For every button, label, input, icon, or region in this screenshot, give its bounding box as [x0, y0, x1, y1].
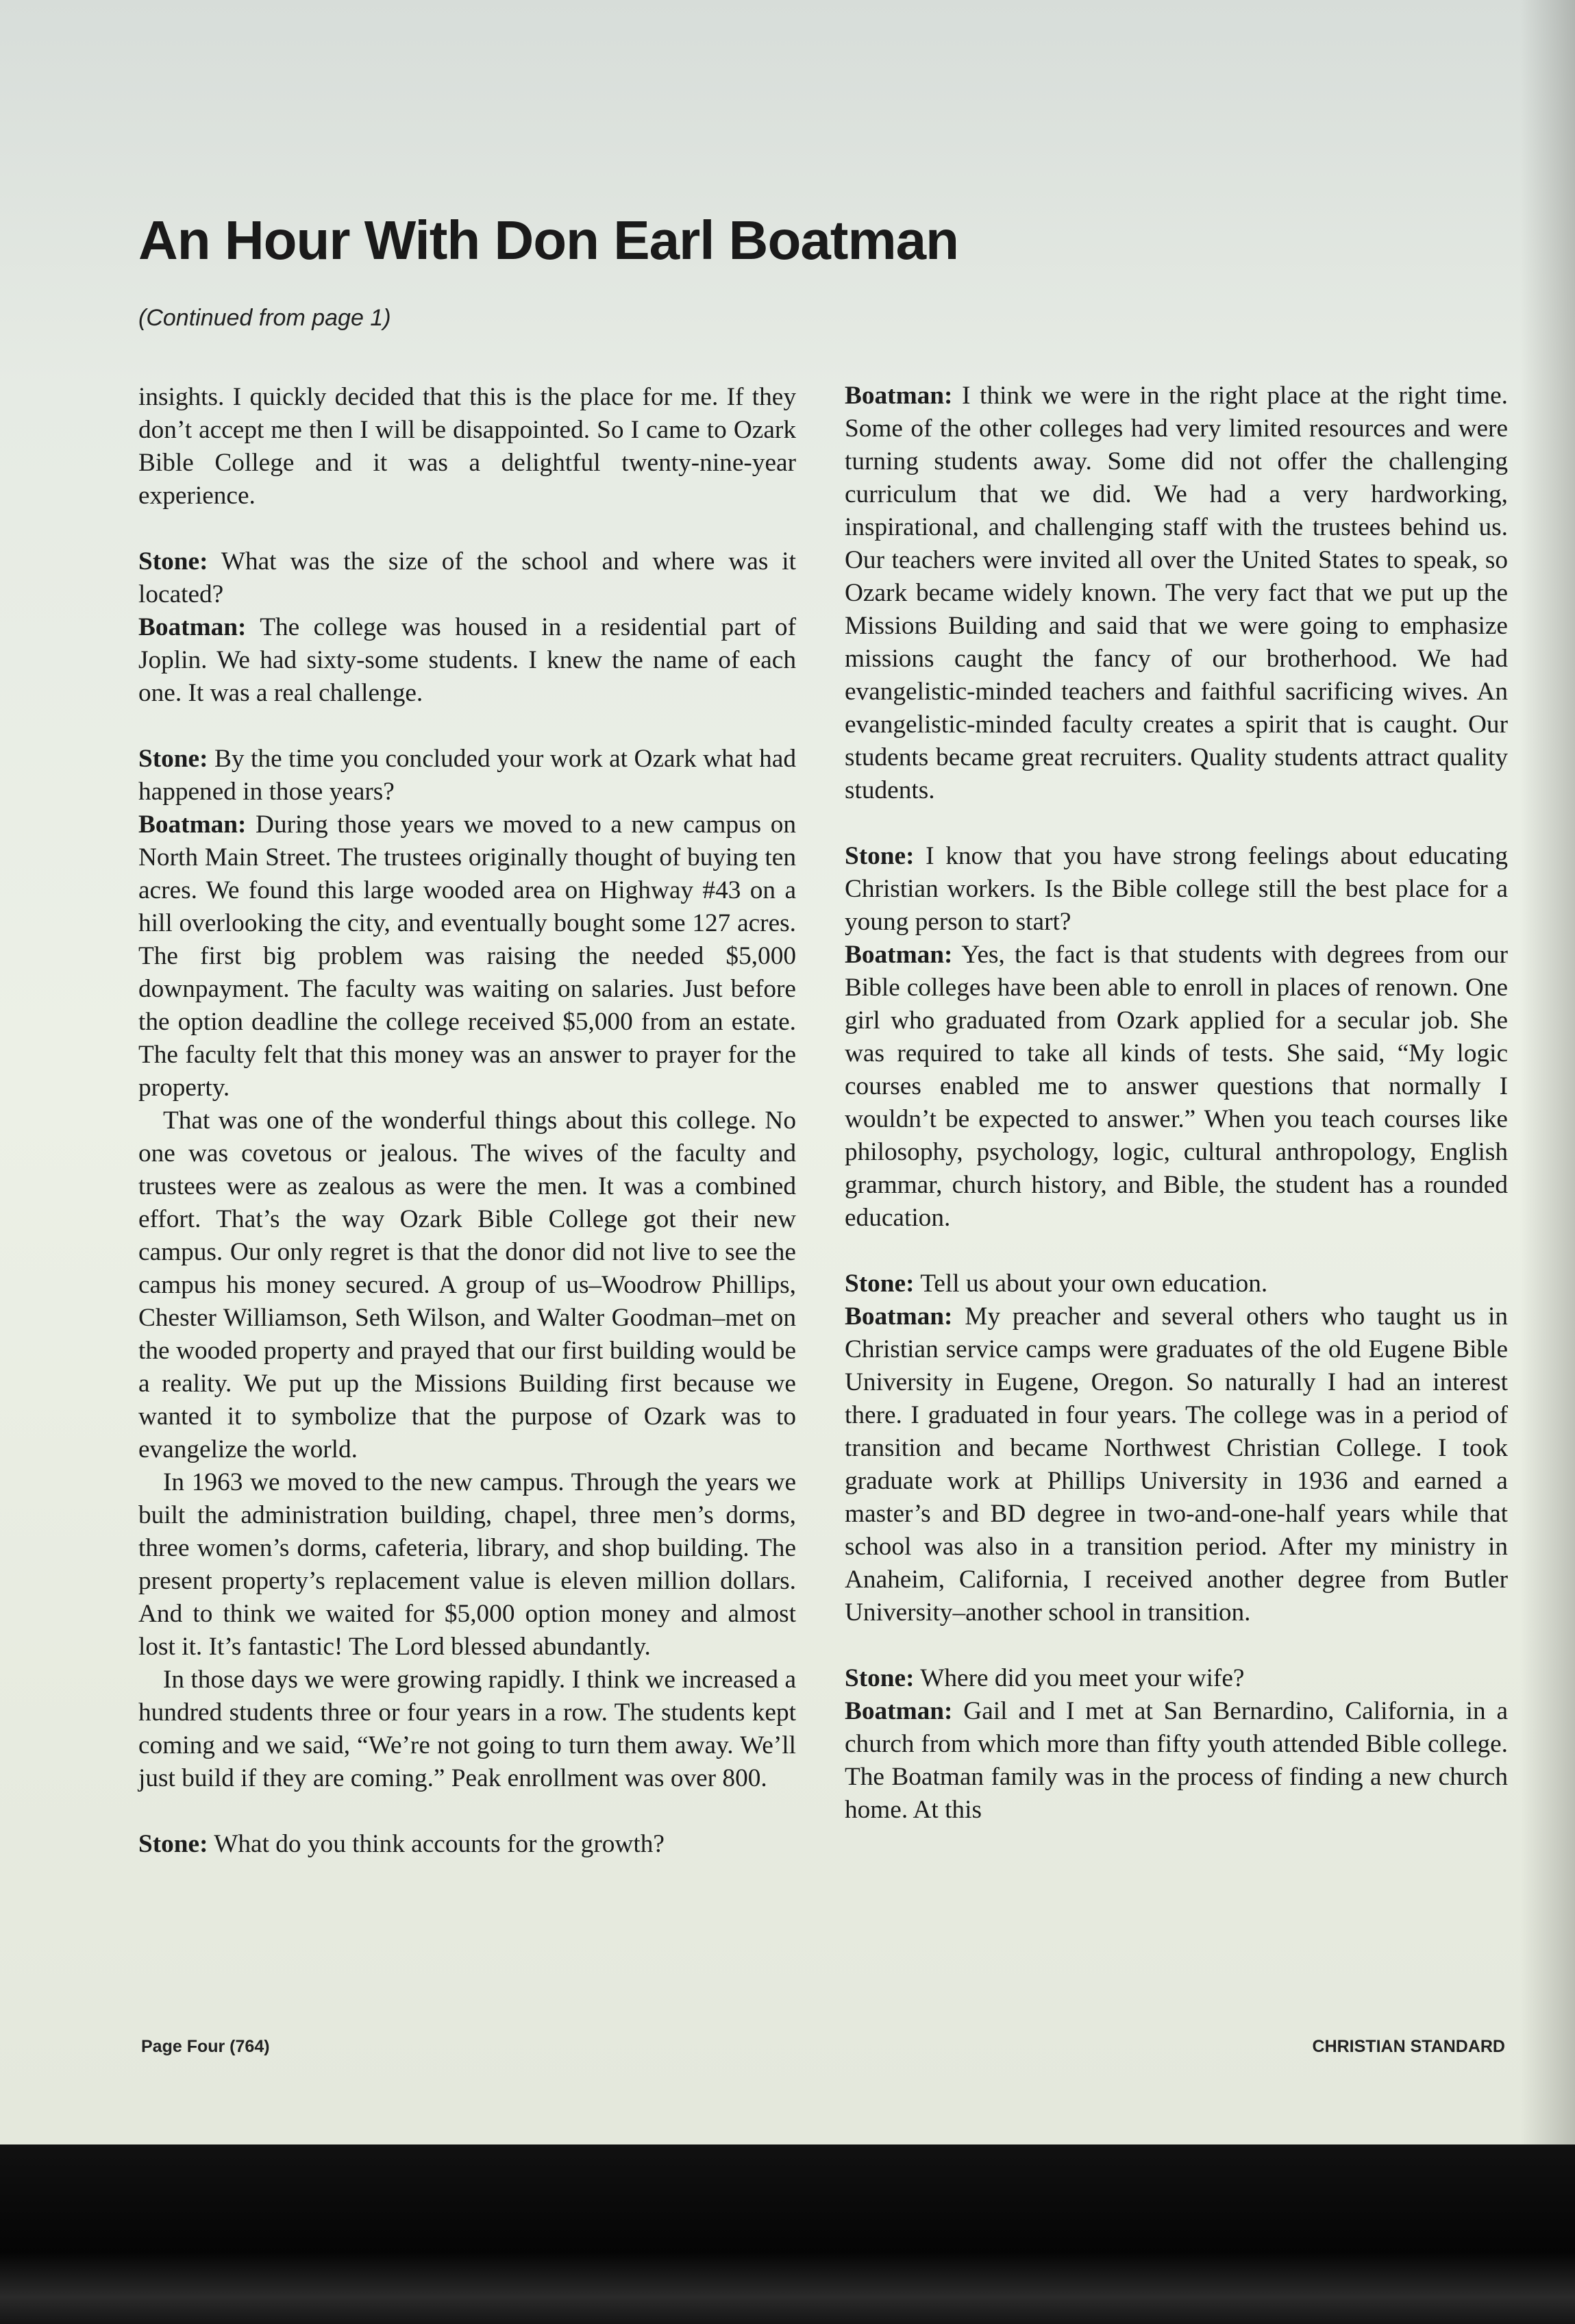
paragraph-text: That was one of the wonderful things about this college. No one was covetous or jealous. The wives of the faculty and trustees were as zealous as were the men. It was a combined effort. That’s the way Ozark Bible College got their new campus. Our only regret is that the donor did not live to see the campus his money secured. A group of us–Woodrow Phillips, Chester Williamson, Seth Wilson, and Walter Goodman–met on the wooded property and prayed that our first building would be a reality. We put up the Missions Building first because we wanted it to symbolize that the purpose of Ozark was to evangelize the world.: [138, 1107, 796, 1463]
paragraph-text: insights. I quickly decided that this is the place for me. If they don’t accept me then I will be disappointed. So I came to Ozark Bible College and it was a delightful twenty-nine-year experience.: [138, 383, 796, 510]
paragraph: [138, 1104, 796, 1466]
speaker-label: Boatman:: [845, 1697, 953, 1725]
publication-name: CHRISTIAN STANDARD: [1312, 2037, 1505, 2056]
paragraph-text: Tell us about your own education.: [920, 1270, 1268, 1298]
paragraph: [845, 840, 1508, 939]
paragraph: [845, 1300, 1508, 1629]
speaker-label: Stone:: [845, 1270, 915, 1298]
paragraph: [138, 381, 796, 512]
speaker-label: Boatman:: [845, 1302, 953, 1331]
speaker-label: Stone:: [138, 745, 208, 773]
paragraph-text: The college was housed in a residential part of Joplin. We had sixty-some students. I knew the name of each one. It was a real challenge.: [138, 613, 797, 707]
paragraph-text: In those days we were growing rapidly. I think we increased a hundred students three or four years in a row. The students kept coming and we said, “We’re not going to turn them away. We’ll just build if they are coming.” Peak enrollment was over 800.: [138, 1666, 796, 1792]
speaker-label: Stone:: [138, 547, 208, 576]
paragraph: [845, 1268, 1508, 1300]
speaker-label: Stone:: [845, 1664, 915, 1692]
paragraph: [845, 380, 1508, 807]
paragraph-text: Gail and I met at San Bernardino, California, in a church from which more than fifty youth attended Bible college. The Boatman family was in the process of finding a new church home. At this: [845, 1697, 1508, 1824]
paragraph: [845, 939, 1508, 1235]
paragraph-text: I think we were in the right place at the right time. Some of the other colleges had very limited resources and were turning students away. Some did not offer the challenging curriculum that we did. We had a very hardworking, inspirational, and challenging staff with the trustees behind us. Our teachers were invited all over the United States to speak, so Ozark became widely known. The very fact that we put up the Missions Building and said that we were going to emphasize missions caught the fancy of our brotherhood. We had evangelistic-minded teachers and faithful sacrificing wives. An evangelistic-minded faculty creates a spirit that is caught. Our students became great recruiters. Quality students attract quality students.: [845, 382, 1508, 804]
paragraph-text: My preacher and several others who taught us in Christian service camps were graduates of the old Eugene Bible University in Eugene, Oregon. So naturally I had an interest there. I graduated in four years. The college was in a period of transition and became Northwest Christian College. I took graduate work at Phillips University in 1936 and earned a master’s and BD degree in two-and-one-half years while that school was also in a transition period. After my ministry in Anaheim, California, I received another degree from Butler University–another school in transition.: [845, 1302, 1508, 1627]
right-column: [845, 380, 1508, 1827]
paragraph-text: What was the size of the school and where was it located?: [138, 547, 796, 608]
article-title: An Hour With Don Earl Boatman: [138, 210, 958, 271]
paragraph: [138, 743, 796, 808]
paragraph-text: What do you think accounts for the growth?: [214, 1830, 665, 1858]
paragraph: [138, 1664, 796, 1795]
speaker-label: Boatman:: [845, 941, 953, 969]
page-number: Page Four (764): [141, 2037, 270, 2056]
paragraph-text: Where did you meet your wife?: [920, 1664, 1245, 1692]
speaker-label: Boatman:: [845, 382, 953, 410]
paragraph: [138, 611, 796, 710]
paragraph: [845, 1662, 1508, 1695]
speaker-label: Stone:: [845, 842, 915, 870]
speaker-label: Stone:: [138, 1830, 208, 1858]
speaker-label: Boatman:: [138, 613, 247, 641]
paragraph-text: In 1963 we moved to the new campus. Through the years we built the administration building, chapel, three men’s dorms, three women’s dorms, cafeteria, library, and shop building. The present property’s replacement value is eleven million dollars. And to think we waited for $5,000 option money and almost lost it. It’s fantastic! The Lord blessed abundantly.: [138, 1468, 796, 1661]
background-shadow: [0, 2144, 1575, 2324]
paragraph-text: I know that you have strong feelings about educating Christian workers. Is the Bible college still the best place for a young person to start?: [845, 842, 1508, 936]
paragraph: [138, 1828, 796, 1861]
paragraph: [138, 1466, 796, 1664]
speaker-label: Boatman:: [138, 811, 247, 839]
paragraph-text: During those years we moved to a new campus on North Main Street. The trustees originally thought of buying ten acres. We found this large wooded area on Highway #43 on a hill overlooking the city, and eventually bought some 127 acres. The first big problem was raising the needed $5,000 downpayment. The faculty was waiting on salaries. Just before the option deadline the college received $5,000 from an estate. The faculty felt that this money was an answer to prayer for the property.: [138, 811, 796, 1102]
paragraph-text: By the time you concluded your work at Ozark what had happened in those years?: [138, 745, 796, 806]
continued-note: (Continued from page 1): [138, 305, 391, 331]
paragraph-text: Yes, the fact is that students with degrees from our Bible colleges have been able to enroll in places of renown. One girl who graduated from Ozark applied for a secular job. She was required to take all kinds of tests. She said, “My logic courses enabled me to answer questions that normally I wouldn’t be expected to answer.” When you teach courses like philosophy, psychology, logic, cultural anthropology, English grammar, church history, and Bible, the student has a rounded education.: [845, 941, 1508, 1232]
paragraph: [845, 1695, 1508, 1827]
paragraph: [138, 808, 796, 1104]
left-column: [138, 381, 796, 1861]
paragraph: [138, 545, 796, 611]
